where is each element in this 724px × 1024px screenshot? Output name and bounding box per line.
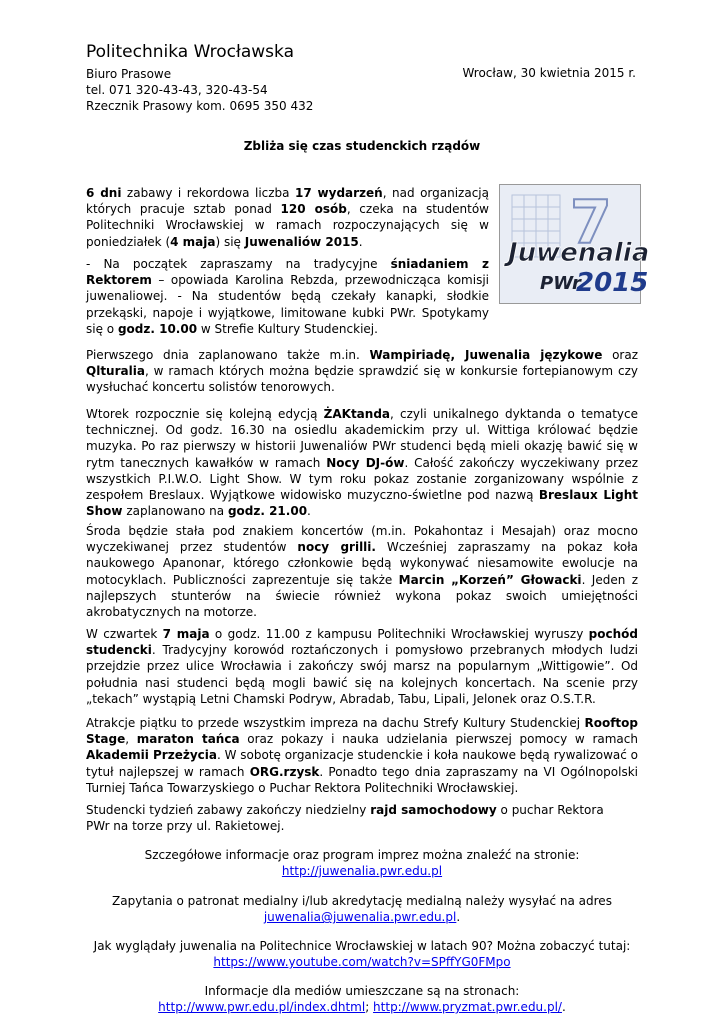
logo-word: Juwenalia (508, 238, 650, 268)
pwr-website-link[interactable]: http://www.pwr.edu.pl/index.dhtml (158, 1000, 366, 1015)
paragraph-breakfast: - Na początek zapraszamy na tradycyjne śniadaniem z Rektorem – opowiada Karolina Rebzda, przewodnicząca komisji juwenaliowej. - Na studentów będą czekały kanapki, słodkie przekąski, napoje i wyjątkowe, limitowane kubki PWr. Spotykamy się o godz. 10.00 w Strefie Kultury Studenckiej. (86, 257, 489, 336)
press-office-label: Biuro Prasowe (86, 67, 172, 81)
info-details (60, 847, 664, 879)
spokesperson-contact: Rzecznik Prasowy kom. 0695 350 432 (86, 99, 314, 113)
info-video-text: Jak wyglądały juwenalia na Politechnice Wrocławskiej w latach 90? Można zobaczyć tutaj: (93, 939, 631, 953)
juwenalia-logo (499, 184, 650, 304)
paragraph-wednesday: Środa będzie stała pod znakiem koncertów (m.in. Pokahontaz i Mesajah) oraz mocno wyczekiwanej przez studentów nocy grilli. Wcześniej zapraszamy na pokaz koła naukowego Apanonar, którego członkowie będą wykonywać niesamowite ewolucje na motocyklach. Publiczności zaprezentuje się także Marcin „Korzeń” Głowacki. Jeden z najlepszych stunterów na świecie również wykona pokaz swoich umiejętności akrobatycznych na motorze. (86, 524, 638, 620)
paragraph-sunday: Studencki tydzień zabawy zakończy niedzielny rajd samochodowy o puchar Rektora PWr na torze przy ul. Rakietowej. (86, 803, 604, 834)
juwenalia-logo-graphic (500, 185, 650, 303)
paragraph-friday-saturday: Atrakcje piątku to przede wszystkim impreza na dachu Strefy Kultury Studenckiej Rooftop Stage, maraton tańca oraz pokazy i nauka udzielania pierwszej pomocy w ramach Akademii Przeżycia. W sobotę organizacje studenckie i koła naukowe będą rywalizować o tytuł najlepszej w ramach ORG.rzysk. Ponadto tego dnia zapraszamy na VI Ogólnopolski Turniej Tańca Towarzyskiego o Puchar Rektora Politechniki Wrocławskiej. (86, 716, 639, 795)
paragraph-monday: Pierwszego dnia zaplanowano także m.in. Wampiriadę, Juwenalia językowe oraz Qlturalia, w ramach których można będzie sprawdzić się w konkursie fortepianowym czy wysłuchać koncertu solistów tenorowych. (86, 348, 638, 395)
organization-name: Politechnika Wrocławska (86, 42, 294, 62)
paragraph-thursday: W czwartek 7 maja o godz. 11.00 z kampusu Politechniki Wrocławskiej wyruszy pochód studencki. Tradycyjny korowód roztańczonych i pomysłowo przebranych młodych ludzi przejdzie przez ulice Wrocławia i zakończy swój marsz na popularnym „Wittigowie”. Od południa nasi studenci będą mogli bawić się na kolejnych koncertach. Na scenie przy „tekach” wystąpią Letni Chamski Podryw, Abradab, Tabu, Lipali, Jelonek oraz O.S.T.R. (86, 627, 638, 706)
juwenalia-email-link[interactable]: juwenalia@juwenalia.pwr.edu.pl (263, 910, 457, 925)
youtube-video-link[interactable]: https://www.youtube.com/watch?v=SPffYG0FMpo (213, 955, 511, 970)
paragraph-intro: 6 dni zabawy i rekordowa liczba 17 wydarzeń, nad organizacją których pracuje sztab ponad 120 osób, czeka na studentów Politechniki Wrocławskiej w ramach rozpoczynających się w poniedziałek (4 maja) się Juwenaliów 2015. (86, 186, 489, 249)
juwenalia-website-link[interactable]: http://juwenalia.pwr.edu.pl (281, 864, 443, 879)
release-date: Wrocław, 30 kwietnia 2015 r. (462, 66, 636, 80)
info-media-pages: Informacje dla mediów umieszczane są na stronach: http://www.pwr.edu.pl/index.dhtml; http://www.pryzmat.pwr.edu.pl/. (158, 984, 566, 1015)
pryzmat-website-link[interactable]: http://www.pryzmat.pwr.edu.pl/ (373, 1000, 562, 1015)
document-title: Zbliża się czas studenckich rządów (243, 139, 481, 153)
info-details-text: Szczegółowe informacje oraz program imprez można znaleźć na stronie: (144, 848, 580, 862)
logo-brand: PWr (540, 273, 581, 294)
paragraph-tuesday: Wtorek rozpocznie się kolejną edycją ŻAKtanda, czyli unikalnego dyktanda o tematyce technicznej. Od godz. 16.30 na osiedlu akademickim przy ul. Wittiga królować będzie muzyka. Po raz pierwszy w historii Juwenaliów PWr studenci będą mieli okazję bawić się w rytm tanecznych kawałków w ramach Nocy DJ-ów. Całość zakończy wyczekiwany przez wszystkich P.I.W.O. Light Show. W tym roku pokaz zostanie zorganizowany wspólnie z zespołem Breslaux. Wyjątkowe widowisko muzyczno-świetlne pod nazwą Breslaux Light Show zaplanowano na godz. 21.00. (86, 407, 638, 519)
info-video (60, 938, 664, 970)
info-media-text: Informacje dla mediów umieszczane są na stronach: (204, 984, 520, 998)
info-accreditation: Zapytania o patronat medialny i/lub akredytację medialną należy wysyłać na adres juwenalia@juwenalia.pwr.edu.pl. (112, 894, 612, 925)
logo-big-digit: 7 (570, 188, 612, 258)
info-accreditation-text: Zapytania o patronat medialny i/lub akredytację medialną należy wysyłać na adres (112, 894, 612, 908)
logo-year: 2015 (576, 268, 649, 298)
phone-numbers: tel. 071 320-43-43, 320-43-54 (86, 83, 268, 97)
